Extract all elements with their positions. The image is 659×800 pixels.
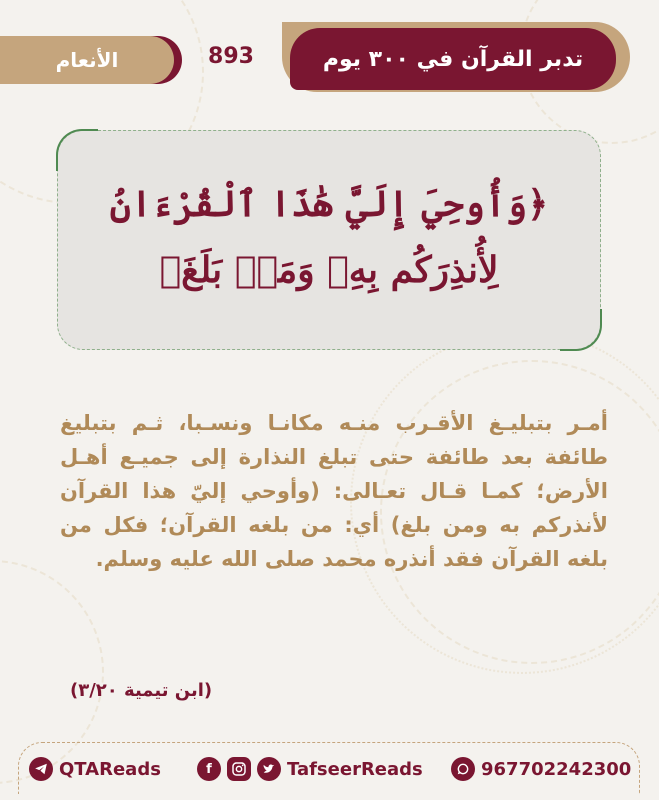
telegram-handle: QTAReads xyxy=(59,758,161,780)
quran-verse xyxy=(78,171,580,303)
whatsapp-number: 967702242300 xyxy=(481,758,632,780)
social-links[interactable] xyxy=(197,757,423,781)
telegram-icon xyxy=(29,757,53,781)
page-number: 893 xyxy=(208,44,254,69)
series-title: تدبر القرآن في ٣٠٠ يوم xyxy=(290,28,616,90)
verse-card xyxy=(57,130,601,350)
facebook-icon[interactable]: f xyxy=(197,757,221,781)
twitter-icon[interactable] xyxy=(257,757,281,781)
source-citation: (ابن تيمية ٣/٢٠) xyxy=(70,680,213,701)
verse-line: لِأُنذِرَكُم بِهِۦ وَمَنۢ بَلَغَ﴾ xyxy=(159,249,499,291)
telegram-link[interactable] xyxy=(29,757,161,781)
tafsir-commentary: أمـر بتبليـغ الأقـرب منـه مكانـا ونسـبا، ثـم بتبليغ طائفة بعد طائفة حتى تبلغ النذارة إلى جميـع أهـل الأرض؛ كمـا قـال تعـالى: (وأوحي إليّ هذا القرآن لأنذركم به ومن بلغ) أي: من بلغه القرآن؛ فكل من بلغه القرآن فقد أنذره محمد صلى الله عليه وسلم. xyxy=(60,411,608,571)
whatsapp-icon xyxy=(451,757,475,781)
instagram-icon[interactable] xyxy=(227,757,251,781)
footer-bar xyxy=(18,742,640,794)
verse-line: ﴿وَأُوحِيَ إِلَيَّ هَٰذَا ٱلْقُرْءَانُ xyxy=(109,183,549,225)
card-corner xyxy=(560,309,602,351)
whatsapp-link[interactable] xyxy=(451,757,631,781)
surah-name: الأنعام xyxy=(0,36,174,84)
social-handle: TafseerReads xyxy=(287,758,423,780)
